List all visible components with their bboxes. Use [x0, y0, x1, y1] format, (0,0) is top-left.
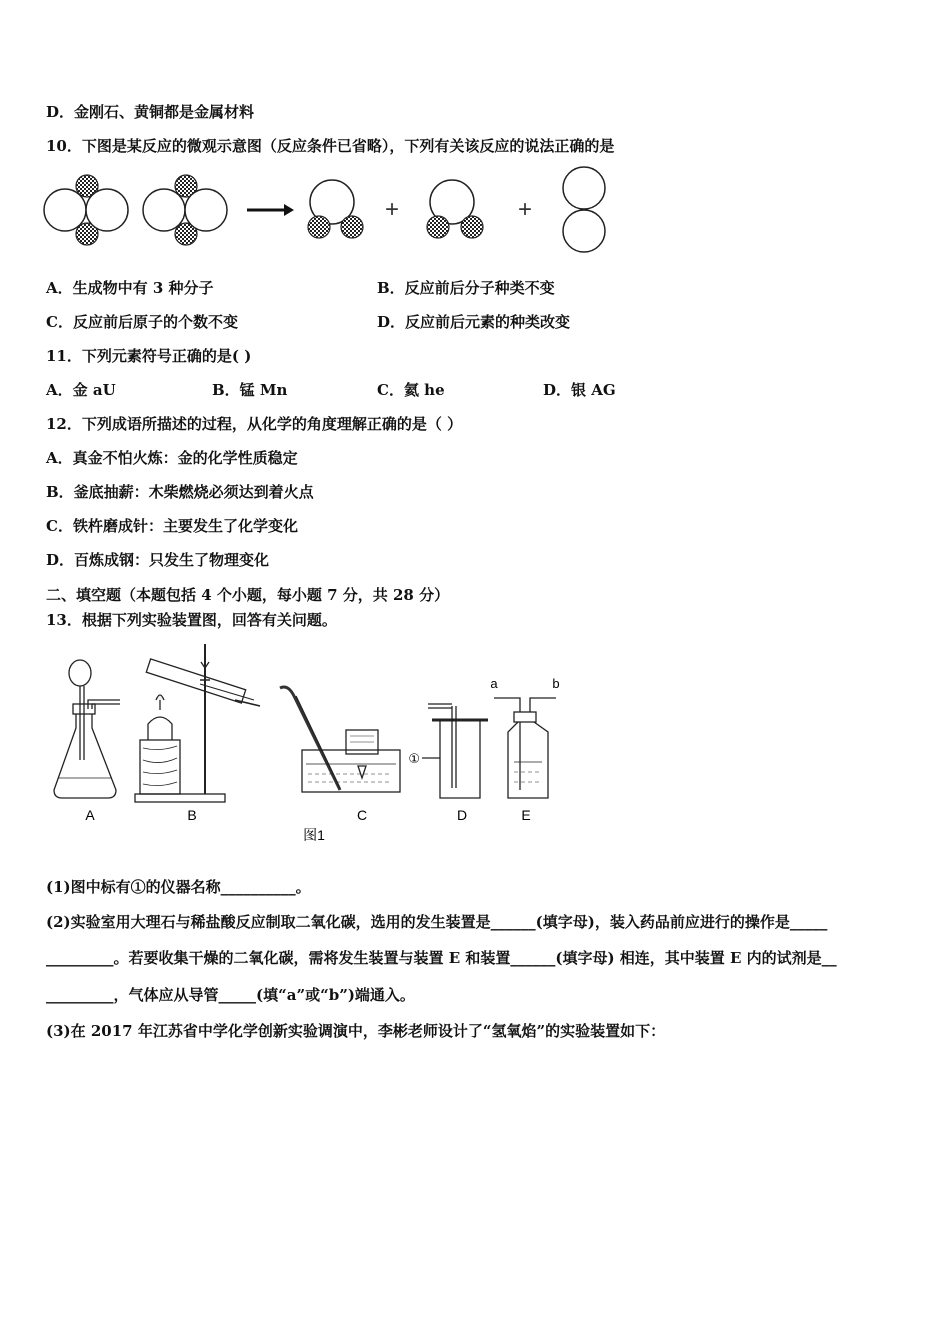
q11-option-c[interactable]: C．氦 he	[377, 381, 445, 399]
figure-caption: 图1	[303, 827, 325, 843]
q13-part-3: (3)在 2017 年江苏省中学化学创新实验调演中，李彬老师设计了“氢氧焰”的实验装置如下：	[46, 1022, 666, 1040]
q10-option-a[interactable]: A．生成物中有 3 种分子	[46, 279, 214, 297]
port-a-label: a	[490, 676, 498, 691]
q9-option-d: D．金刚石、黄铜都是金属材料	[46, 103, 255, 121]
q13-part-2-line-2: _________。若要收集干燥的二氧化碳，需将发生装置与装置 E 和装置______(填字母) 相连，其中装置 E 内的试剂是__	[46, 949, 837, 967]
product-molecule-1	[308, 180, 363, 238]
label-d: D	[456, 807, 468, 823]
label-e: E	[521, 807, 531, 823]
q10-option-b[interactable]: B．反应前后分子种类不变	[377, 279, 555, 297]
product-molecule-3	[563, 167, 605, 252]
q11-option-d[interactable]: D．银 AG	[543, 381, 616, 399]
q11-stem: 11．下列元素符号正确的是( )	[46, 347, 252, 365]
label-b: B	[187, 807, 197, 823]
plus-sign-1: +	[384, 196, 400, 223]
q11-option-b[interactable]: B．锰 Mn	[212, 381, 288, 399]
q12-option-b[interactable]: B．釜底抽薪：木柴燃烧必须达到着火点	[46, 483, 314, 501]
apparatus-e-washbottle	[494, 698, 556, 798]
reaction-diagram	[40, 164, 640, 260]
apparatus-c-trough	[280, 687, 400, 792]
reaction-arrow	[247, 204, 294, 216]
q12-option-a[interactable]: A．真金不怕火炼：金的化学性质稳定	[46, 449, 298, 467]
product-molecule-2	[427, 180, 483, 238]
q13-part-2-line-1: (2)实验室用大理石与稀盐酸反应制取二氧化碳，选用的发生装置是______(填字母)，装入药品前应进行的操作是_____	[46, 913, 828, 931]
port-b-label: b	[552, 676, 560, 691]
q13-stem: 13．根据下列实验装置图，回答有关问题。	[46, 611, 337, 629]
section-title: 二、填空题（本题包括 4 个小题，每小题 7 分，共 28 分）	[46, 586, 450, 604]
q11-option-a[interactable]: A．金 aU	[46, 381, 116, 399]
plus-sign-2: +	[517, 196, 533, 223]
q10-option-d[interactable]: D．反应前后元素的种类改变	[377, 313, 571, 331]
q12-stem: 12．下列成语所描述的过程，从化学的角度理解正确的是（ ）	[46, 415, 463, 433]
label-a: A	[85, 807, 95, 823]
apparatus-figure	[40, 640, 580, 850]
marker-circled-1: ①	[408, 751, 420, 766]
q12-option-c[interactable]: C．铁杵磨成针：主要发生了化学变化	[46, 517, 298, 535]
q10-option-c[interactable]: C．反应前后原子的个数不变	[46, 313, 238, 331]
q13-part-1: (1)图中标有①的仪器名称__________。	[46, 878, 311, 896]
q10-stem: 10．下图是某反应的微观示意图（反应条件已省略），下列有关该反应的说法正确的是	[46, 137, 615, 155]
q12-option-d[interactable]: D．百炼成钢：只发生了物理变化	[46, 551, 270, 569]
q13-part-2-line-3: _________，气体应从导管_____(填“a”或“b”)端通入。	[46, 986, 415, 1004]
apparatus-a-flask	[54, 660, 120, 798]
apparatus-d-jar	[422, 704, 488, 798]
apparatus-b-heating	[135, 644, 260, 802]
label-c: C	[356, 807, 368, 823]
reactant-molecule-1	[44, 175, 128, 245]
reactant-molecule-2	[143, 175, 227, 245]
